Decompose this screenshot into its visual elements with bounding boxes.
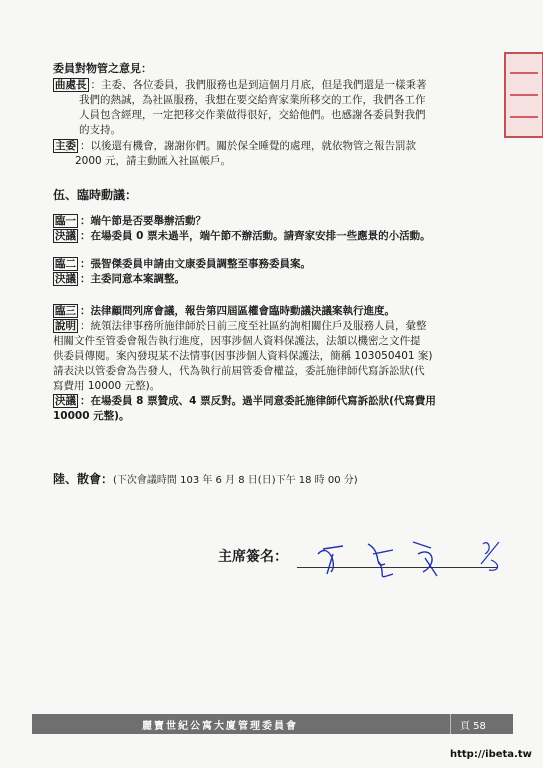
motion-three-tag: 臨三 bbox=[55, 305, 76, 317]
explanation-line-5: 寫費用 10000 元整)。 bbox=[53, 380, 161, 392]
motion-three-text: ：法律顧問列席會議，報告第四屆區權會臨時動議決議案執行進度。 bbox=[80, 305, 395, 317]
explanation-line-2: 相關文件至管委會報告執行進度，因事涉個人資料保護法，法頷以機密之文件提 bbox=[53, 335, 421, 347]
chair-line-1: ：主委、各位委員，我們服務也是到這個月月底，但是我們還是一樣秉著 bbox=[90, 79, 427, 91]
handwritten-signature bbox=[313, 524, 513, 584]
next-meeting-note: (下次會議時間 103 年 6 月 8 日(日)下午 18 時 00 分) bbox=[113, 475, 358, 486]
explanation-line-4: 請表決以管委會為告發人，代為執行前屆管委會權益，委託施律師代寫訴訟狀(代 bbox=[53, 365, 425, 377]
resolution-one-tag: 決議 bbox=[55, 230, 76, 242]
resolution-one-text: ：在場委員 0 票未過半，端午節不辦活動。請齊家安排一些應景的小活動。 bbox=[80, 230, 431, 242]
motion-one-text: ：端午節是否要舉辦活動？ bbox=[80, 215, 206, 227]
motion-two bbox=[53, 257, 503, 287]
committee-opinion-title: 委員對物管之意見： bbox=[53, 62, 152, 75]
main-line-2: 2000 元，請主動匯入社區帳戶。 bbox=[75, 155, 232, 167]
explanation-line-3: 供委員傳閱。案內發現某不法情事(因事涉個人資料保護法，簡稱 103050401 案) bbox=[53, 350, 433, 362]
chair-line-3: 人員包含經理，一定把移交作業做得很好，交給他們。也感謝各委員對我們 bbox=[79, 109, 426, 121]
motion-two-tag: 臨二 bbox=[55, 258, 76, 270]
main-tag: 主委 bbox=[55, 140, 76, 152]
motion-one-tag: 臨一 bbox=[55, 215, 76, 227]
motion-three bbox=[53, 304, 503, 424]
footer-divider bbox=[450, 714, 451, 734]
footer-brand: 麗寶世紀公寓大廈管理委員會 bbox=[142, 721, 298, 732]
watermark: http://ibeta.tw bbox=[450, 749, 532, 760]
chair-statement bbox=[53, 78, 503, 138]
red-seal-stamp bbox=[504, 52, 543, 138]
motion-two-text: ：張智傑委員申請由文康委員調整至事務委員案。 bbox=[80, 258, 311, 270]
section-six-title: 陸、散會： bbox=[53, 472, 114, 486]
signature-label: 主席簽名： bbox=[218, 549, 288, 565]
resolution-three-tag: 決議 bbox=[55, 395, 76, 407]
section-six bbox=[53, 470, 358, 487]
page-footer bbox=[32, 714, 513, 734]
explanation-line-1: ：統領法律事務所施律師於日前三度至社區約詢相關住戶及服務人員，彙整 bbox=[80, 320, 427, 332]
motion-one bbox=[53, 214, 503, 244]
resolution-three-line-1: ：在場委員 8 票贊成、4 票反對。過半同意委託施律師代寫訴訟狀(代寫費用 bbox=[80, 395, 436, 407]
page-number: 頁 58 bbox=[460, 721, 486, 732]
main-line-1: ：以後還有機會，謝謝你們。關於保全睡覺的處理，就依物管之報告罰款 bbox=[80, 140, 416, 152]
resolution-two-text: ：主委同意本案調整。 bbox=[80, 273, 185, 285]
explanation-tag: 說明 bbox=[55, 320, 76, 332]
section-five-title: 伍、臨時動議： bbox=[53, 188, 138, 202]
resolution-three-line-2: 10000 元整)。 bbox=[53, 410, 130, 422]
main-committee-statement bbox=[53, 139, 503, 169]
chair-tag: 曲處長 bbox=[55, 79, 87, 91]
resolution-two-tag: 決議 bbox=[55, 273, 76, 285]
chair-line-2: 我們的熱誠，為社區服務，我想在要交給齊家業所移交的工作，我們各工作 bbox=[79, 94, 426, 106]
chair-line-4: 的支持。 bbox=[79, 124, 121, 136]
